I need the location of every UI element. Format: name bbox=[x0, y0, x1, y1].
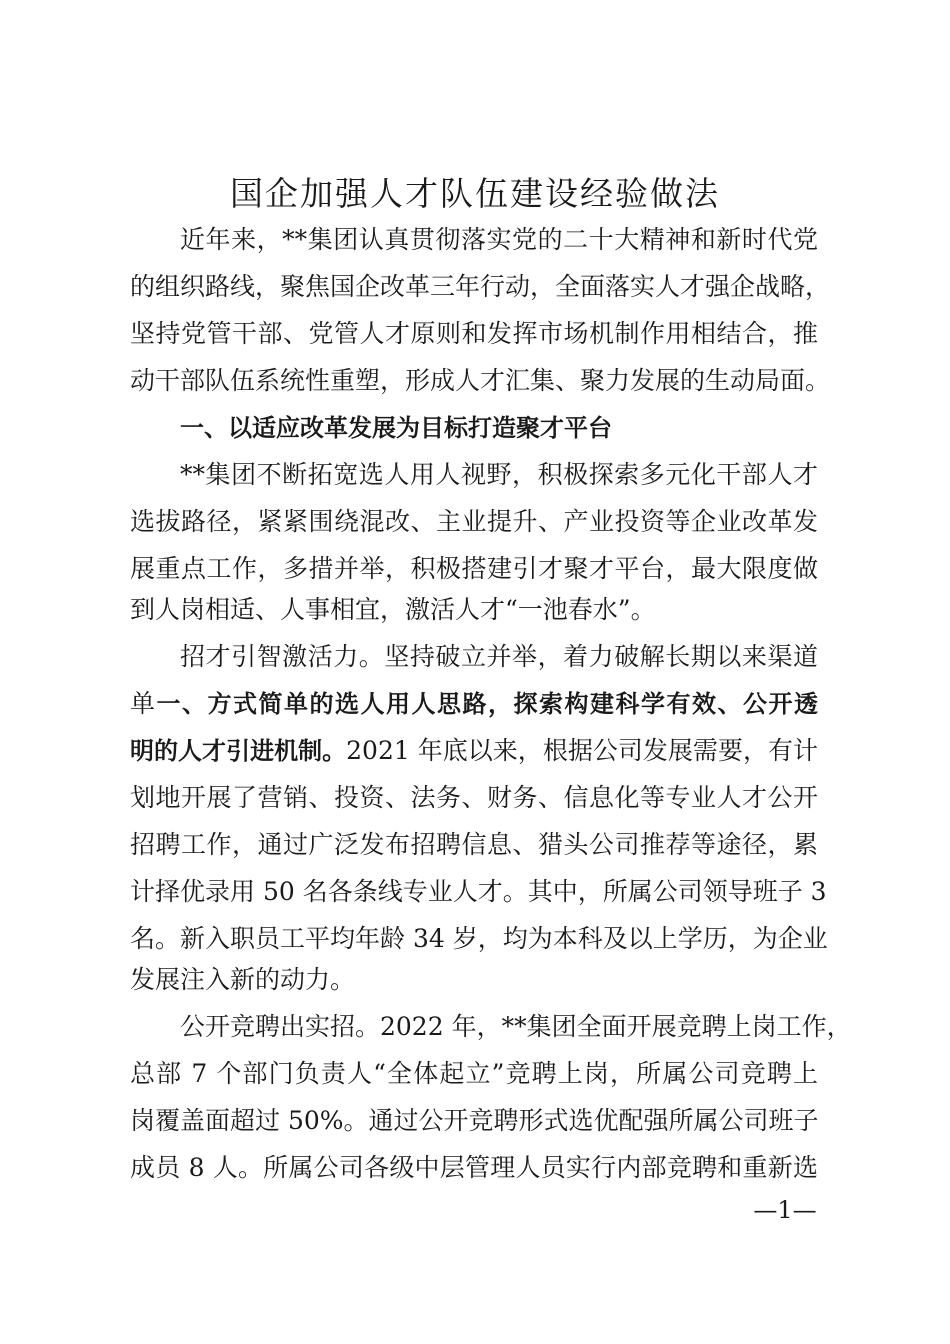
paragraph-2-line-1: **集团不断拓宽选人用人视野，积极探索多元化干部人才 bbox=[180, 460, 818, 489]
paragraph-1-line-4: 动干部队伍系统性重塑，形成人才汇集、聚力发展的生动局面。 bbox=[130, 366, 831, 395]
paragraph-3-line-7: 名。新入职员工平均年龄 34 岁，均为本科及以上学历，为企业 bbox=[130, 924, 828, 953]
paragraph-1-line-1: 近年来，**集团认真贯彻落实党的二十大精神和新时代党 bbox=[180, 225, 818, 254]
paragraph-3-line-4: 划地开展了营销、投资、法务、财务、信息化等专业人才公开 bbox=[130, 783, 818, 812]
paragraph-3-line-3-plain: 2021 年底以来，根据公司发展需要，有计 bbox=[346, 736, 818, 765]
paragraph-1-line-2: 的组织路线，聚焦国企改革三年行动，全面落实人才强企战略， bbox=[130, 272, 831, 301]
paragraph-3-line-3-bold: 明的人才引进机制。 bbox=[130, 737, 347, 765]
paragraph-1-line-3: 坚持党管干部、党管人才原则和发挥市场机制作用相结合，推 bbox=[130, 319, 818, 348]
paragraph-4-line-4: 成员 8 人。所属公司各级中层管理人员实行内部竞聘和重新选 bbox=[130, 1153, 818, 1182]
paragraph-3-line-6: 计择优录用 50 名各条线专业人才。其中，所属公司领导班子 3 bbox=[130, 877, 827, 906]
paragraph-2-line-4: 到人岗相适、人事相宜，激活人才“一池春水”。 bbox=[130, 595, 656, 624]
paragraph-3-line-2 bbox=[130, 682, 818, 726]
paragraph-3-line-8: 发展注入新的动力。 bbox=[130, 965, 356, 994]
paragraph-2-line-2: 选拔路径，紧紧围绕混改、主业提升、产业投资等企业改革发 bbox=[130, 507, 818, 536]
paragraph-4-line-2: 总部 7 个部门负责人“全体起立”竞聘上岗，所属公司竞聘上 bbox=[130, 1059, 818, 1088]
paragraph-4-line-3: 岗覆盖面超过 50%。通过公开竞聘形式选优配强所属公司班子 bbox=[130, 1106, 819, 1135]
paragraph-3-line-2-plain: 单 bbox=[130, 689, 157, 718]
page-number: —1— bbox=[753, 1196, 817, 1224]
paragraph-4-line-1: 公开竞聘出实招。2022 年，**集团全面开展竞聘上岗工作， bbox=[180, 1012, 852, 1041]
paragraph-3-line-5: 招聘工作，通过广泛发布招聘信息、猎头公司推荐等途径，累 bbox=[130, 830, 818, 859]
document-title: 国企加强人才队伍建设经验做法 bbox=[230, 174, 720, 213]
paragraph-2-line-3: 展重点工作，多措并举，积极搭建引才聚才平台，最大限度做 bbox=[130, 554, 818, 583]
paragraph-3-line-2-bold: 一、方式简单的选人用人思路，探索构建科学有效、公开透 bbox=[156, 690, 818, 718]
paragraph-3-line-3 bbox=[130, 729, 818, 773]
section-heading-1: 一、以适应改革发展为目标打造聚才平台 bbox=[180, 414, 612, 442]
paragraph-3-line-1: 招才引智激活力。坚持破立并举，着力破解长期以来渠道 bbox=[180, 642, 818, 671]
